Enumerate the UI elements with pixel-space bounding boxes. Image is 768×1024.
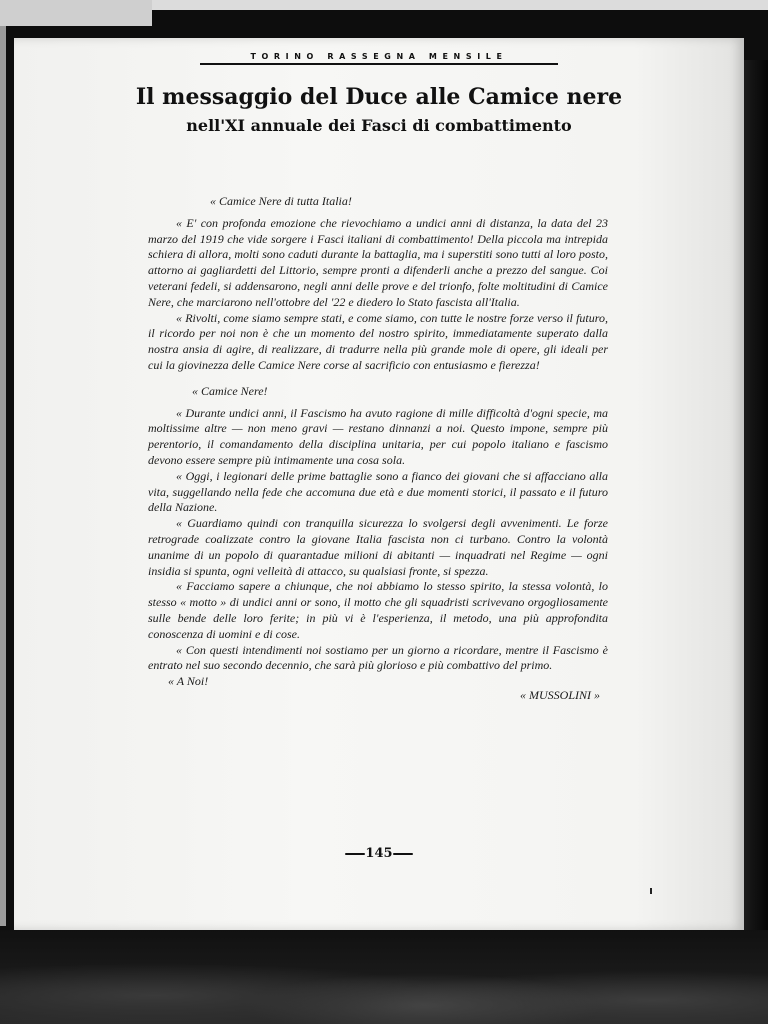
closing-line: « A Noi! bbox=[168, 674, 209, 689]
page-number-dash-right bbox=[393, 853, 413, 855]
scanner-border-top bbox=[152, 0, 768, 10]
body-paragraph: « Rivolti, come siamo sempre stati, e come siamo, con tutte le nostre forze verso il futuro, il ricordo per noi non è che un momento del nostro spirito, immediatamente superato dalla nostra ansia di agire, di realizzare, di tradurre nella più grande mole di opere, gli ideali per cui la giovinezza delle Camice Nere corse al sacrificio con entusiasmo e fierezza! bbox=[148, 310, 608, 372]
message-body bbox=[148, 194, 608, 704]
article-subtitle: nell'XI annuale dei Fasci di combattimento bbox=[186, 116, 572, 135]
body-paragraph: « Con questi intendimenti noi sostiamo per un giorno a ricordare, mentre il Fascismo è entrato nel suo secondo decennio, che sarà più glorioso e più combattivo del primo. bbox=[148, 642, 608, 673]
salutation-paragraph: « Camice Nere di tutta Italia! bbox=[210, 194, 352, 208]
signature: « MUSSOLINI » bbox=[520, 687, 600, 702]
scanner-border-top-left bbox=[0, 0, 152, 26]
body-paragraph: « Facciamo sapere a chiunque, che noi abbiamo lo stesso spirito, la stessa volontà, lo stesso « motto » di undici anni or sono, il motto che gli squadristi scrivevano orgogliosamente sulle bende delle loro ferite; in più vi è l'esperienza, il metodo, una più approfondita conoscenza di uomini e di cose. bbox=[148, 579, 608, 641]
article-title: Il messaggio del Duce alle Camice nere bbox=[135, 84, 623, 110]
book-edge-shadow bbox=[744, 60, 768, 940]
body-paragraph: « Durante undici anni, il Fascismo ha avuto ragione di mille difficoltà d'ogni specie, ma moltissime altre — non meno gravi — restano dinnanzi a noi. Questo impone, sempre più perentorio, il comandamento della disciplina unitaria, per cui popolo italiano e fascismo devono essere sempre più intimamente una cosa sola. bbox=[148, 405, 608, 467]
page-number-dash-left bbox=[345, 853, 365, 855]
marbled-endpaper bbox=[0, 930, 768, 1024]
body-paragraph: « E' con profonda emozione che rievochiamo a undici anni di distanza, la data del 23 marzo del 1919 che vide sorgere i Fasci italiani di combattimento! Della piccola ma intrepida schiera di allora, molti sono caduti durante la battaglia, ma i superstiti sono tutti al loro posto, attorno ai gagliardetti del Littorio, sempre pronti a difenderli anche a prezzo del sangue. Coi veterani fedeli, si addensarono, negli anni delle prove e del trionfo, folte moltitudini di Camice Nere, che marciarono nell'ottobre del '22 e diedero lo Stato fascista all'Italia. bbox=[148, 215, 608, 309]
page-number-block bbox=[14, 846, 744, 861]
page-number: 145 bbox=[365, 846, 393, 861]
running-head: TORINO RASSEGNA MENSILE bbox=[200, 52, 558, 65]
salutation-paragraph: « Camice Nere! bbox=[192, 383, 268, 398]
body-paragraph: « Guardiamo quindi con tranquilla sicurezza lo svolgersi degli avvenimenti. Le forze retrograde coalizzate contro la giovane Italia fascista non ci turbano. Contro la volontà unanime di un popolo di quarantadue milioni di abitanti — inquadrati nel Regime — ogni insidia si spunta, ogni velleità di attacco, su qualsiasi fronte, si spezza. bbox=[148, 516, 608, 578]
body-paragraph: « Oggi, i legionari delle prime battaglie sono a fianco dei giovani che si affacciano alla vita, suggellando nella fede che accomuna due età e due momenti storici, il passato e il futuro della Nazione. bbox=[148, 468, 608, 515]
scanner-border-left bbox=[0, 26, 6, 926]
magazine-page bbox=[14, 38, 744, 930]
ink-speck bbox=[650, 888, 652, 894]
